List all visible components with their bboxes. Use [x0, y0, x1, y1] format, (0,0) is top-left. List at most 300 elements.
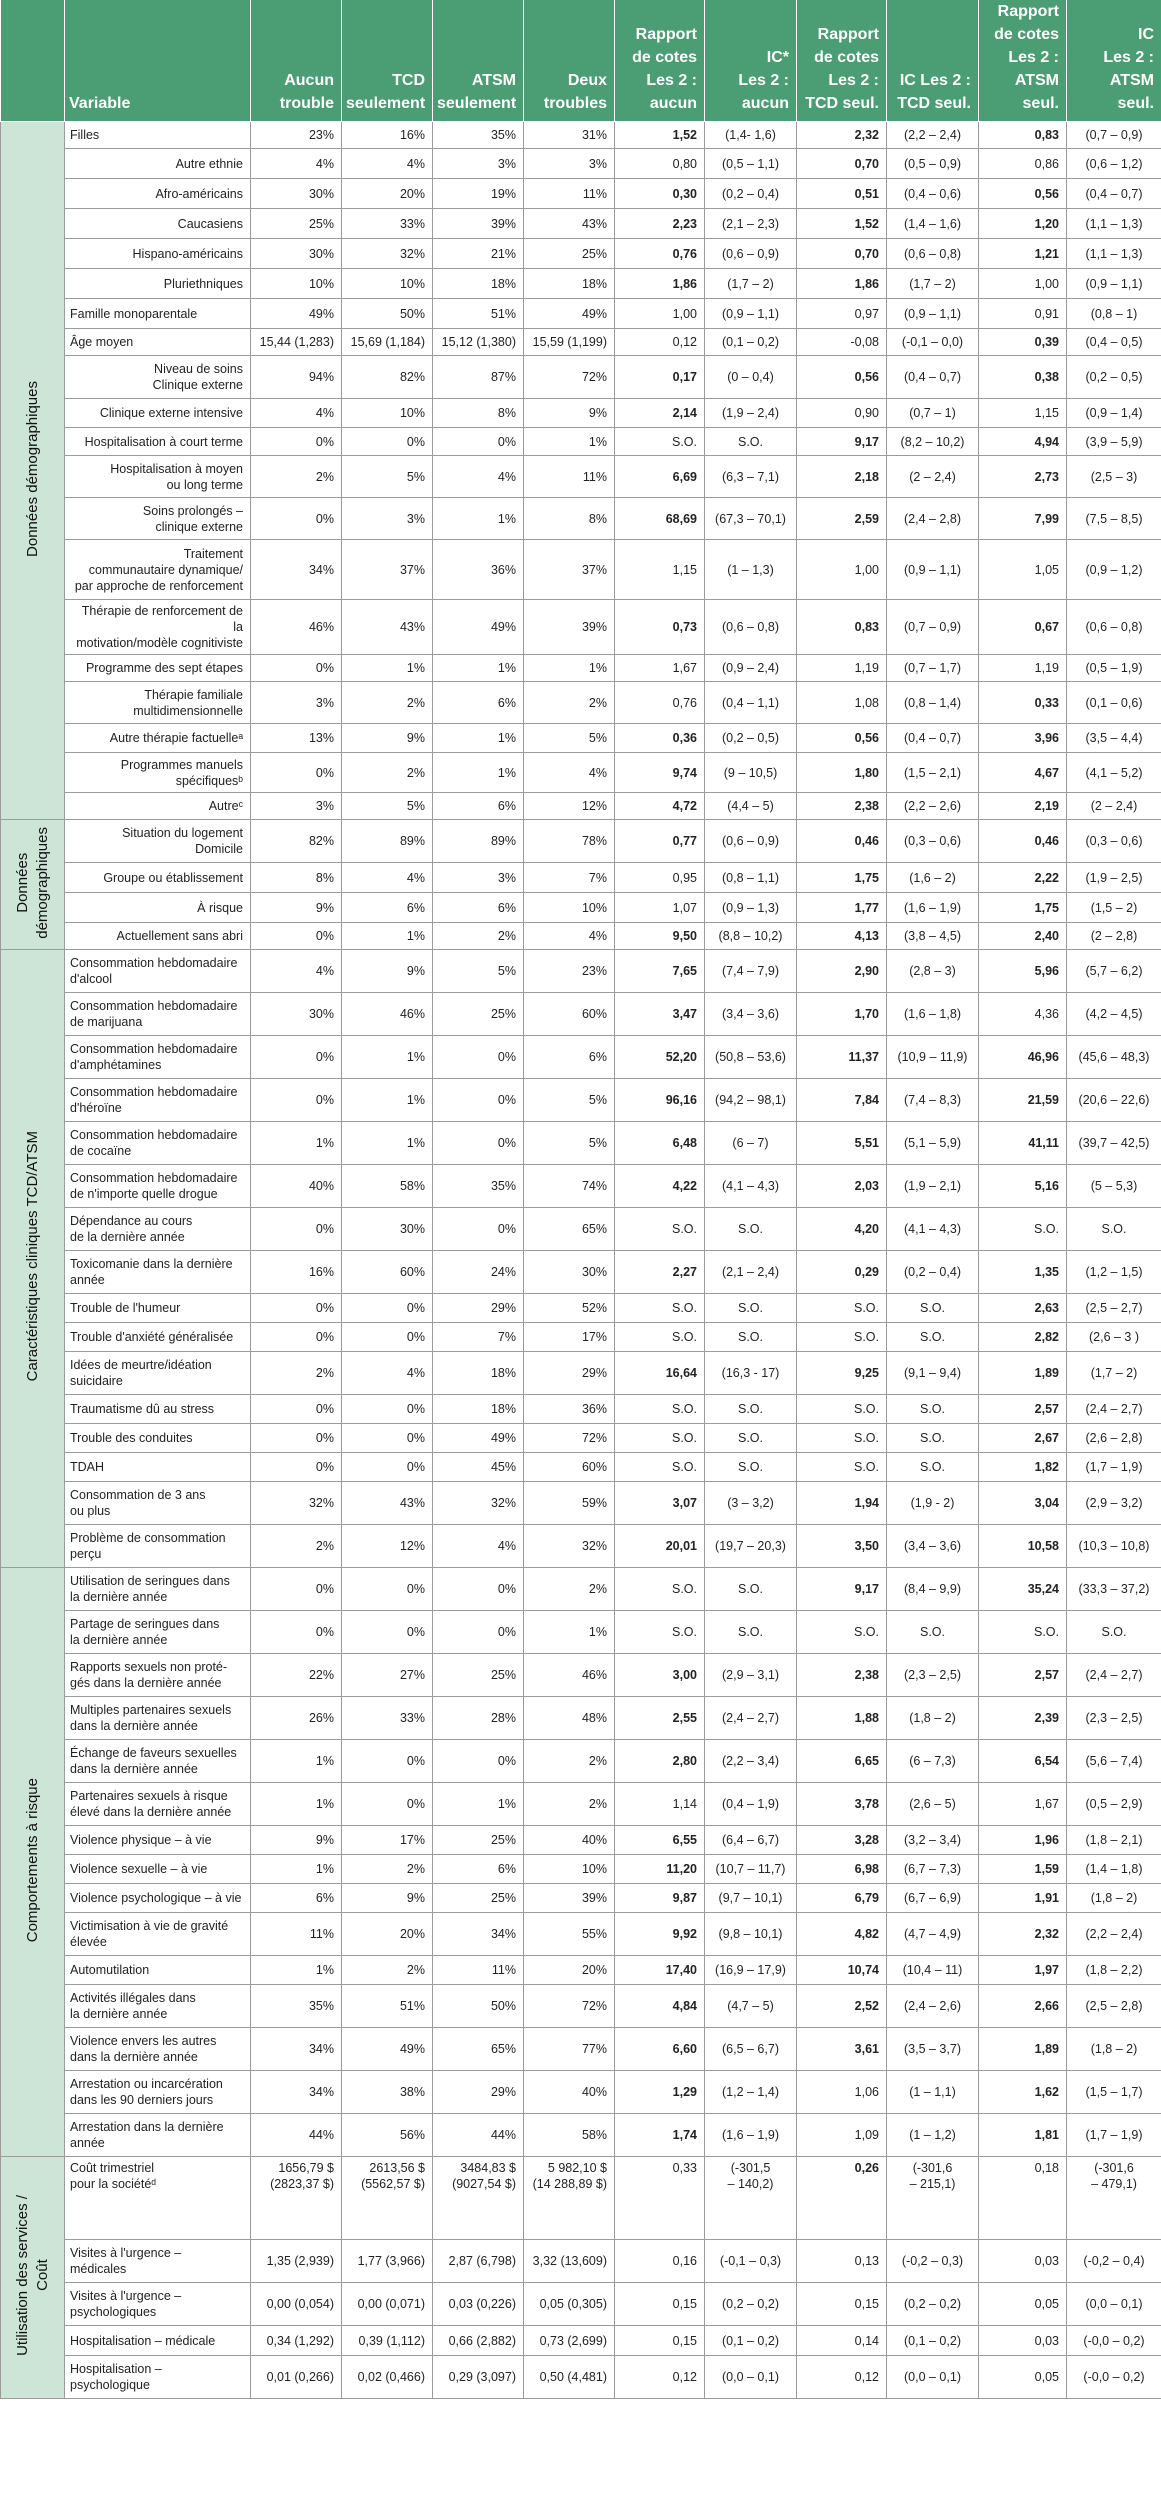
table-row: [1, 1783, 1161, 1826]
cell-or-vs-tcd: S.O.: [797, 1611, 887, 1654]
cell-ci-vs-atsm: (1,4 – 1,8): [1067, 1855, 1161, 1884]
variable-label: Visites à l'urgence – psychologiques: [65, 2283, 251, 2326]
cell-no-disorder: 4%: [251, 950, 342, 993]
cell-both-disorders: 59%: [524, 1482, 615, 1525]
cell-or-vs-atsm: 1,91: [979, 1884, 1067, 1913]
header-or-vs-atsm: Rapport de cotes Les 2 : ATSM seul.: [979, 0, 1067, 122]
cell-or-vs-none: 9,92: [615, 1913, 705, 1956]
cell-ci-vs-none: S.O.: [705, 1323, 797, 1352]
cell-or-vs-tcd: 2,90: [797, 950, 887, 993]
cell-or-vs-none: S.O.: [615, 1395, 705, 1424]
cell-or-vs-tcd: 3,50: [797, 1525, 887, 1568]
cell-or-vs-tcd: 9,25: [797, 1352, 887, 1395]
table-row: [1, 793, 1161, 820]
variable-label: Traitement communautaire dynamique/ par approche de renforcement: [65, 540, 251, 600]
cell-ci-vs-tcd: (-301,6 – 215,1): [887, 2157, 979, 2240]
cell-no-disorder: 26%: [251, 1697, 342, 1740]
variable-label: Automutilation: [65, 1956, 251, 1985]
cell-or-vs-atsm: 10,58: [979, 1525, 1067, 1568]
variable-label: Violence psychologique – à vie: [65, 1884, 251, 1913]
cell-no-disorder: 15,44 (1,283): [251, 329, 342, 356]
cell-ci-vs-tcd: (0,8 – 1,4): [887, 682, 979, 724]
cell-or-vs-atsm: 0,86: [979, 149, 1067, 179]
cell-ci-vs-atsm: (-0,2 – 0,4): [1067, 2240, 1161, 2283]
table-row: [1, 179, 1161, 209]
table-row: [1, 299, 1161, 329]
cell-or-vs-none: 9,74: [615, 753, 705, 793]
cell-both-disorders: 40%: [524, 1826, 615, 1855]
section-label: Caractéristiques cliniques TCD/ATSM: [23, 1131, 41, 1382]
cell-ci-vs-none: S.O.: [705, 1294, 797, 1323]
cell-or-vs-atsm: 2,82: [979, 1323, 1067, 1352]
variable-label: Violence sexuelle – à vie: [65, 1855, 251, 1884]
cell-both-disorders: 1%: [524, 1611, 615, 1654]
cell-ci-vs-none: (16,9 – 17,9): [705, 1956, 797, 1985]
cell-no-disorder: 49%: [251, 299, 342, 329]
table-row: [1, 1294, 1161, 1323]
table-row: [1, 498, 1161, 540]
cell-or-vs-tcd: 6,79: [797, 1884, 887, 1913]
cell-atsm-only: 50%: [433, 1985, 524, 2028]
header-section-col: [1, 0, 65, 122]
cell-both-disorders: 25%: [524, 239, 615, 269]
cell-or-vs-tcd: 1,08: [797, 682, 887, 724]
cell-no-disorder: 46%: [251, 600, 342, 655]
cell-no-disorder: 0,01 (0,266): [251, 2356, 342, 2399]
variable-label: Activités illégales dans la dernière année: [65, 1985, 251, 2028]
variable-label: Visites à l'urgence – médicales: [65, 2240, 251, 2283]
cell-atsm-only: 45%: [433, 1453, 524, 1482]
cell-both-disorders: 39%: [524, 600, 615, 655]
cell-tcd-only: 0%: [342, 1395, 433, 1424]
cell-atsm-only: 36%: [433, 540, 524, 600]
header-atsm-only: ATSM seulement: [433, 0, 524, 122]
cell-ci-vs-none: S.O.: [705, 428, 797, 456]
cell-or-vs-atsm: 0,38: [979, 356, 1067, 399]
header-no-disorder: Aucun trouble: [251, 0, 342, 122]
cell-or-vs-tcd: S.O.: [797, 1294, 887, 1323]
table-row: [1, 2240, 1161, 2283]
cell-or-vs-none: 1,67: [615, 655, 705, 682]
cell-ci-vs-none: (0,2 – 0,4): [705, 179, 797, 209]
cell-ci-vs-atsm: (0,9 – 1,1): [1067, 269, 1161, 299]
cell-both-disorders: 72%: [524, 356, 615, 399]
cell-atsm-only: 0%: [433, 1079, 524, 1122]
cell-both-disorders: 0,50 (4,481): [524, 2356, 615, 2399]
cell-or-vs-atsm: 1,81: [979, 2114, 1067, 2157]
cell-tcd-only: 50%: [342, 299, 433, 329]
cell-or-vs-atsm: 2,40: [979, 923, 1067, 950]
cell-atsm-only: 3%: [433, 863, 524, 893]
cell-or-vs-none: 0,36: [615, 724, 705, 753]
cell-both-disorders: 29%: [524, 1352, 615, 1395]
cell-both-disorders: 37%: [524, 540, 615, 600]
cell-or-vs-none: 0,12: [615, 2356, 705, 2399]
cell-ci-vs-atsm: (1,5 – 2): [1067, 893, 1161, 923]
cell-no-disorder: 0%: [251, 753, 342, 793]
cell-ci-vs-none: (0,6 – 0,9): [705, 820, 797, 863]
cell-no-disorder: 94%: [251, 356, 342, 399]
cell-atsm-only: 1%: [433, 724, 524, 753]
cell-both-disorders: 1%: [524, 655, 615, 682]
cell-both-disorders: 55%: [524, 1913, 615, 1956]
cell-ci-vs-none: (0,6 – 0,8): [705, 600, 797, 655]
cell-both-disorders: 3,32 (13,609): [524, 2240, 615, 2283]
cell-or-vs-none: 2,14: [615, 399, 705, 428]
cell-ci-vs-tcd: (0,9 – 1,1): [887, 540, 979, 600]
cell-or-vs-none: 2,80: [615, 1740, 705, 1783]
cell-or-vs-atsm: 4,67: [979, 753, 1067, 793]
table-row: [1, 1740, 1161, 1783]
cell-atsm-only: 0,03 (0,226): [433, 2283, 524, 2326]
cell-ci-vs-none: (19,7 – 20,3): [705, 1525, 797, 1568]
cell-both-disorders: 5%: [524, 724, 615, 753]
variable-label: Hispano-américains: [65, 239, 251, 269]
cell-ci-vs-atsm: (1,8 – 2): [1067, 2028, 1161, 2071]
cell-ci-vs-atsm: (5,6 – 7,4): [1067, 1740, 1161, 1783]
cell-atsm-only: 8%: [433, 399, 524, 428]
cell-or-vs-tcd: 9,17: [797, 1568, 887, 1611]
cell-both-disorders: 48%: [524, 1697, 615, 1740]
cell-both-disorders: 6%: [524, 1036, 615, 1079]
cell-or-vs-tcd: 1,06: [797, 2071, 887, 2114]
cell-no-disorder: 0,00 (0,054): [251, 2283, 342, 2326]
cell-atsm-only: 35%: [433, 1165, 524, 1208]
cell-ci-vs-atsm: (2,6 – 3 ): [1067, 1323, 1161, 1352]
cell-tcd-only: 1%: [342, 1079, 433, 1122]
cell-atsm-only: 29%: [433, 1294, 524, 1323]
cell-ci-vs-atsm: (2,3 – 2,5): [1067, 1697, 1161, 1740]
cell-or-vs-atsm: 1,00: [979, 269, 1067, 299]
cell-tcd-only: 20%: [342, 179, 433, 209]
cell-or-vs-tcd: 6,98: [797, 1855, 887, 1884]
cell-ci-vs-atsm: (0,5 – 2,9): [1067, 1783, 1161, 1826]
header-or-vs-tcd: Rapport de cotes Les 2 : TCD seul.: [797, 0, 887, 122]
table-row: [1, 356, 1161, 399]
cell-ci-vs-atsm: (2 – 2,4): [1067, 793, 1161, 820]
cell-ci-vs-atsm: (0,6 – 1,2): [1067, 149, 1161, 179]
variable-label: Soins prolongés – clinique externe: [65, 498, 251, 540]
cell-no-disorder: 1%: [251, 1855, 342, 1884]
cell-ci-vs-tcd: (0,2 – 0,2): [887, 2283, 979, 2326]
variable-label: Pluriethniques: [65, 269, 251, 299]
cell-or-vs-none: 4,72: [615, 793, 705, 820]
cell-ci-vs-tcd: (1,5 – 2,1): [887, 753, 979, 793]
cell-or-vs-atsm: 1,75: [979, 893, 1067, 923]
cell-ci-vs-atsm: (20,6 – 22,6): [1067, 1079, 1161, 1122]
cell-both-disorders: 30%: [524, 1251, 615, 1294]
cell-ci-vs-none: (67,3 – 70,1): [705, 498, 797, 540]
table-row: [1, 1482, 1161, 1525]
cell-or-vs-none: 6,55: [615, 1826, 705, 1855]
cell-no-disorder: 11%: [251, 1913, 342, 1956]
cell-no-disorder: 6%: [251, 1884, 342, 1913]
cell-or-vs-none: 1,86: [615, 269, 705, 299]
cell-ci-vs-none: (1,6 – 1,9): [705, 2114, 797, 2157]
table-row: [1, 1611, 1161, 1654]
cell-both-disorders: 2%: [524, 1740, 615, 1783]
cell-ci-vs-atsm: S.O.: [1067, 1208, 1161, 1251]
table-row: [1, 655, 1161, 682]
cell-both-disorders: 20%: [524, 1956, 615, 1985]
cell-ci-vs-atsm: (0,7 – 0,9): [1067, 122, 1161, 149]
cell-or-vs-atsm: 3,04: [979, 1482, 1067, 1525]
cell-ci-vs-tcd: (2,8 – 3): [887, 950, 979, 993]
cell-or-vs-none: 6,69: [615, 456, 705, 498]
cell-ci-vs-tcd: (10,9 – 11,9): [887, 1036, 979, 1079]
cell-or-vs-tcd: 11,37: [797, 1036, 887, 1079]
cell-or-vs-atsm: 2,63: [979, 1294, 1067, 1323]
cell-both-disorders: 40%: [524, 2071, 615, 2114]
cell-or-vs-atsm: 2,57: [979, 1395, 1067, 1424]
table-row: [1, 209, 1161, 239]
cell-or-vs-atsm: 0,56: [979, 179, 1067, 209]
cell-ci-vs-none: (6,3 – 7,1): [705, 456, 797, 498]
cell-ci-vs-tcd: (8,2 – 10,2): [887, 428, 979, 456]
cell-ci-vs-tcd: (-0,1 – 0,0): [887, 329, 979, 356]
cell-ci-vs-none: (9 – 10,5): [705, 753, 797, 793]
cell-tcd-only: 17%: [342, 1826, 433, 1855]
cell-or-vs-atsm: 35,24: [979, 1568, 1067, 1611]
cell-tcd-only: 10%: [342, 399, 433, 428]
cell-or-vs-none: 2,27: [615, 1251, 705, 1294]
cell-or-vs-none: 1,00: [615, 299, 705, 329]
cell-ci-vs-atsm: (45,6 – 48,3): [1067, 1036, 1161, 1079]
variable-label: Coût trimestriel pour la sociétéᵈ: [65, 2157, 251, 2240]
cell-ci-vs-atsm: (1,7 – 1,9): [1067, 1453, 1161, 1482]
table-row: [1, 993, 1161, 1036]
cell-ci-vs-none: S.O.: [705, 1395, 797, 1424]
cell-no-disorder: 34%: [251, 540, 342, 600]
cell-or-vs-tcd: 2,03: [797, 1165, 887, 1208]
table-row: [1, 329, 1161, 356]
cell-atsm-only: 0,29 (3,097): [433, 2356, 524, 2399]
cell-atsm-only: 89%: [433, 820, 524, 863]
cell-tcd-only: 0,39 (1,112): [342, 2326, 433, 2356]
variable-label: Consommation de 3 ans ou plus: [65, 1482, 251, 1525]
header-ci-vs-atsm: IC Les 2 : ATSM seul.: [1067, 0, 1161, 122]
cell-tcd-only: 38%: [342, 2071, 433, 2114]
cell-or-vs-tcd: 1,52: [797, 209, 887, 239]
cell-ci-vs-tcd: (2,6 – 5): [887, 1783, 979, 1826]
table-row: [1, 456, 1161, 498]
cell-ci-vs-tcd: (5,1 – 5,9): [887, 1122, 979, 1165]
cell-ci-vs-none: (50,8 – 53,6): [705, 1036, 797, 1079]
cell-ci-vs-none: (9,7 – 10,1): [705, 1884, 797, 1913]
cell-tcd-only: 2%: [342, 753, 433, 793]
table-row: [1, 950, 1161, 993]
cell-atsm-only: 34%: [433, 1913, 524, 1956]
variable-label: Traumatisme dû au stress: [65, 1395, 251, 1424]
cell-atsm-only: 51%: [433, 299, 524, 329]
cell-or-vs-tcd: 1,86: [797, 269, 887, 299]
cell-both-disorders: 2%: [524, 682, 615, 724]
cell-tcd-only: 1%: [342, 655, 433, 682]
cell-or-vs-tcd: 2,38: [797, 793, 887, 820]
variable-label: Trouble de l'humeur: [65, 1294, 251, 1323]
cell-atsm-only: 35%: [433, 122, 524, 149]
cell-or-vs-tcd: 1,88: [797, 1697, 887, 1740]
table-row: [1, 2326, 1161, 2356]
cell-ci-vs-atsm: (1,8 – 2): [1067, 1884, 1161, 1913]
cell-ci-vs-tcd: (0,7 – 0,9): [887, 600, 979, 655]
cell-both-disorders: 46%: [524, 1654, 615, 1697]
cell-both-disorders: 43%: [524, 209, 615, 239]
cell-both-disorders: 11%: [524, 456, 615, 498]
cell-or-vs-tcd: S.O.: [797, 1395, 887, 1424]
cell-or-vs-tcd: 0,26: [797, 2157, 887, 2240]
cell-atsm-only: 4%: [433, 1525, 524, 1568]
cell-ci-vs-none: (0,4 – 1,1): [705, 682, 797, 724]
cell-ci-vs-atsm: (0,9 – 1,4): [1067, 399, 1161, 428]
cell-both-disorders: 12%: [524, 793, 615, 820]
cell-or-vs-none: S.O.: [615, 1568, 705, 1611]
cell-atsm-only: 0%: [433, 1208, 524, 1251]
cell-no-disorder: 10%: [251, 269, 342, 299]
cell-or-vs-none: 52,20: [615, 1036, 705, 1079]
variable-label: Toxicomanie dans la dernière année: [65, 1251, 251, 1294]
cell-ci-vs-atsm: (-301,6 – 479,1): [1067, 2157, 1161, 2240]
cell-or-vs-atsm: 0,67: [979, 600, 1067, 655]
cell-no-disorder: 1%: [251, 1956, 342, 1985]
header-tcd-only: TCD seulement: [342, 0, 433, 122]
cell-no-disorder: 0%: [251, 1294, 342, 1323]
cell-ci-vs-tcd: S.O.: [887, 1453, 979, 1482]
cell-or-vs-atsm: 0,05: [979, 2283, 1067, 2326]
cell-tcd-only: 2%: [342, 682, 433, 724]
cell-ci-vs-none: S.O.: [705, 1453, 797, 1482]
cell-no-disorder: 3%: [251, 682, 342, 724]
cell-ci-vs-none: (2,4 – 2,7): [705, 1697, 797, 1740]
variable-label: Hospitalisation à court terme: [65, 428, 251, 456]
cell-ci-vs-none: (1,2 – 1,4): [705, 2071, 797, 2114]
table-row: [1, 2028, 1161, 2071]
cell-no-disorder: 1%: [251, 1122, 342, 1165]
cell-tcd-only: 16%: [342, 122, 433, 149]
cell-tcd-only: 1%: [342, 923, 433, 950]
cell-or-vs-atsm: 0,91: [979, 299, 1067, 329]
variable-label: Thérapie de renforcement de la motivation/modèle cognitiviste: [65, 600, 251, 655]
variable-label: Clinique externe intensive: [65, 399, 251, 428]
cell-both-disorders: 4%: [524, 753, 615, 793]
cell-ci-vs-tcd: (8,4 – 9,9): [887, 1568, 979, 1611]
table-body: [1, 122, 1161, 2399]
table-row: [1, 1913, 1161, 1956]
cell-ci-vs-tcd: (2,3 – 2,5): [887, 1654, 979, 1697]
cell-or-vs-atsm: 41,11: [979, 1122, 1067, 1165]
cell-tcd-only: 5%: [342, 456, 433, 498]
table-row: [1, 428, 1161, 456]
cell-or-vs-none: S.O.: [615, 428, 705, 456]
cell-ci-vs-none: (2,2 – 3,4): [705, 1740, 797, 1783]
table-row: [1, 2356, 1161, 2399]
cell-or-vs-atsm: 1,21: [979, 239, 1067, 269]
cell-tcd-only: 1%: [342, 1122, 433, 1165]
cell-ci-vs-none: (1 – 1,3): [705, 540, 797, 600]
section-label: Comportements à risque: [23, 1777, 41, 1943]
table-row: [1, 1956, 1161, 1985]
cell-or-vs-none: 1,29: [615, 2071, 705, 2114]
cell-ci-vs-tcd: (4,1 – 4,3): [887, 1208, 979, 1251]
table-row: [1, 820, 1161, 863]
cell-or-vs-none: 6,48: [615, 1122, 705, 1165]
cell-atsm-only: 1%: [433, 498, 524, 540]
cell-ci-vs-atsm: (1,9 – 2,5): [1067, 863, 1161, 893]
cell-or-vs-atsm: 0,03: [979, 2326, 1067, 2356]
cell-or-vs-tcd: 0,46: [797, 820, 887, 863]
cell-tcd-only: 0%: [342, 1611, 433, 1654]
cell-or-vs-tcd: 0,83: [797, 600, 887, 655]
cell-or-vs-none: 0,15: [615, 2283, 705, 2326]
cell-tcd-only: 2%: [342, 1855, 433, 1884]
cell-or-vs-none: 17,40: [615, 1956, 705, 1985]
cell-or-vs-none: 4,22: [615, 1165, 705, 1208]
cell-or-vs-none: 9,50: [615, 923, 705, 950]
cell-or-vs-none: 0,73: [615, 600, 705, 655]
table-row: [1, 724, 1161, 753]
variable-label: Filles: [65, 122, 251, 149]
section-label-cell: [1, 820, 65, 950]
cell-or-vs-none: S.O.: [615, 1294, 705, 1323]
cell-or-vs-tcd: 0,56: [797, 724, 887, 753]
cell-ci-vs-tcd: (-0,2 – 0,3): [887, 2240, 979, 2283]
cell-ci-vs-atsm: (0,0 – 0,1): [1067, 2283, 1161, 2326]
cell-tcd-only: 3%: [342, 498, 433, 540]
cell-or-vs-none: 9,87: [615, 1884, 705, 1913]
cell-ci-vs-none: (0,1 – 0,2): [705, 329, 797, 356]
cell-or-vs-none: 6,60: [615, 2028, 705, 2071]
variable-label: Idées de meurtre/idéation suicidaire: [65, 1352, 251, 1395]
cell-no-disorder: 9%: [251, 1826, 342, 1855]
cell-or-vs-atsm: 6,54: [979, 1740, 1067, 1783]
header-variable: Variable: [65, 0, 251, 122]
variable-label: Autre ethnie: [65, 149, 251, 179]
header-or-vs-none: Rapport de cotes Les 2 : aucun: [615, 0, 705, 122]
cell-tcd-only: 30%: [342, 1208, 433, 1251]
cell-ci-vs-atsm: (1,8 – 2,2): [1067, 1956, 1161, 1985]
cell-ci-vs-atsm: (1,2 – 1,5): [1067, 1251, 1161, 1294]
cell-or-vs-atsm: 1,59: [979, 1855, 1067, 1884]
variable-label: Consommation hebdomadaire d'alcool: [65, 950, 251, 993]
cell-ci-vs-none: S.O.: [705, 1208, 797, 1251]
variable-label: Partage de seringues dans la dernière année: [65, 1611, 251, 1654]
cell-no-disorder: 0%: [251, 655, 342, 682]
cell-tcd-only: 9%: [342, 724, 433, 753]
table-row: [1, 1826, 1161, 1855]
cell-ci-vs-none: (0,4 – 1,9): [705, 1783, 797, 1826]
cell-ci-vs-tcd: (2,2 – 2,6): [887, 793, 979, 820]
variable-label: Consommation hebdomadaire de marijuana: [65, 993, 251, 1036]
cell-atsm-only: 18%: [433, 269, 524, 299]
cell-atsm-only: 15,12 (1,380): [433, 329, 524, 356]
cell-or-vs-tcd: 6,65: [797, 1740, 887, 1783]
cell-ci-vs-atsm: (3,5 – 4,4): [1067, 724, 1161, 753]
cell-ci-vs-atsm: (39,7 – 42,5): [1067, 1122, 1161, 1165]
cell-ci-vs-tcd: (3,5 – 3,7): [887, 2028, 979, 2071]
cell-ci-vs-none: (6,4 – 6,7): [705, 1826, 797, 1855]
cell-ci-vs-atsm: (1,5 – 1,7): [1067, 2071, 1161, 2114]
header-both-disorders: Deux troubles: [524, 0, 615, 122]
cell-or-vs-tcd: 0,29: [797, 1251, 887, 1294]
cell-both-disorders: 9%: [524, 399, 615, 428]
section-label-cell: [1, 2157, 65, 2399]
cell-no-disorder: 3%: [251, 793, 342, 820]
cell-ci-vs-tcd: (1,6 – 1,9): [887, 893, 979, 923]
cell-ci-vs-atsm: (2,5 – 2,8): [1067, 1985, 1161, 2028]
variable-label: Hospitalisation – médicale: [65, 2326, 251, 2356]
cell-atsm-only: 24%: [433, 1251, 524, 1294]
cell-tcd-only: 0%: [342, 1783, 433, 1826]
